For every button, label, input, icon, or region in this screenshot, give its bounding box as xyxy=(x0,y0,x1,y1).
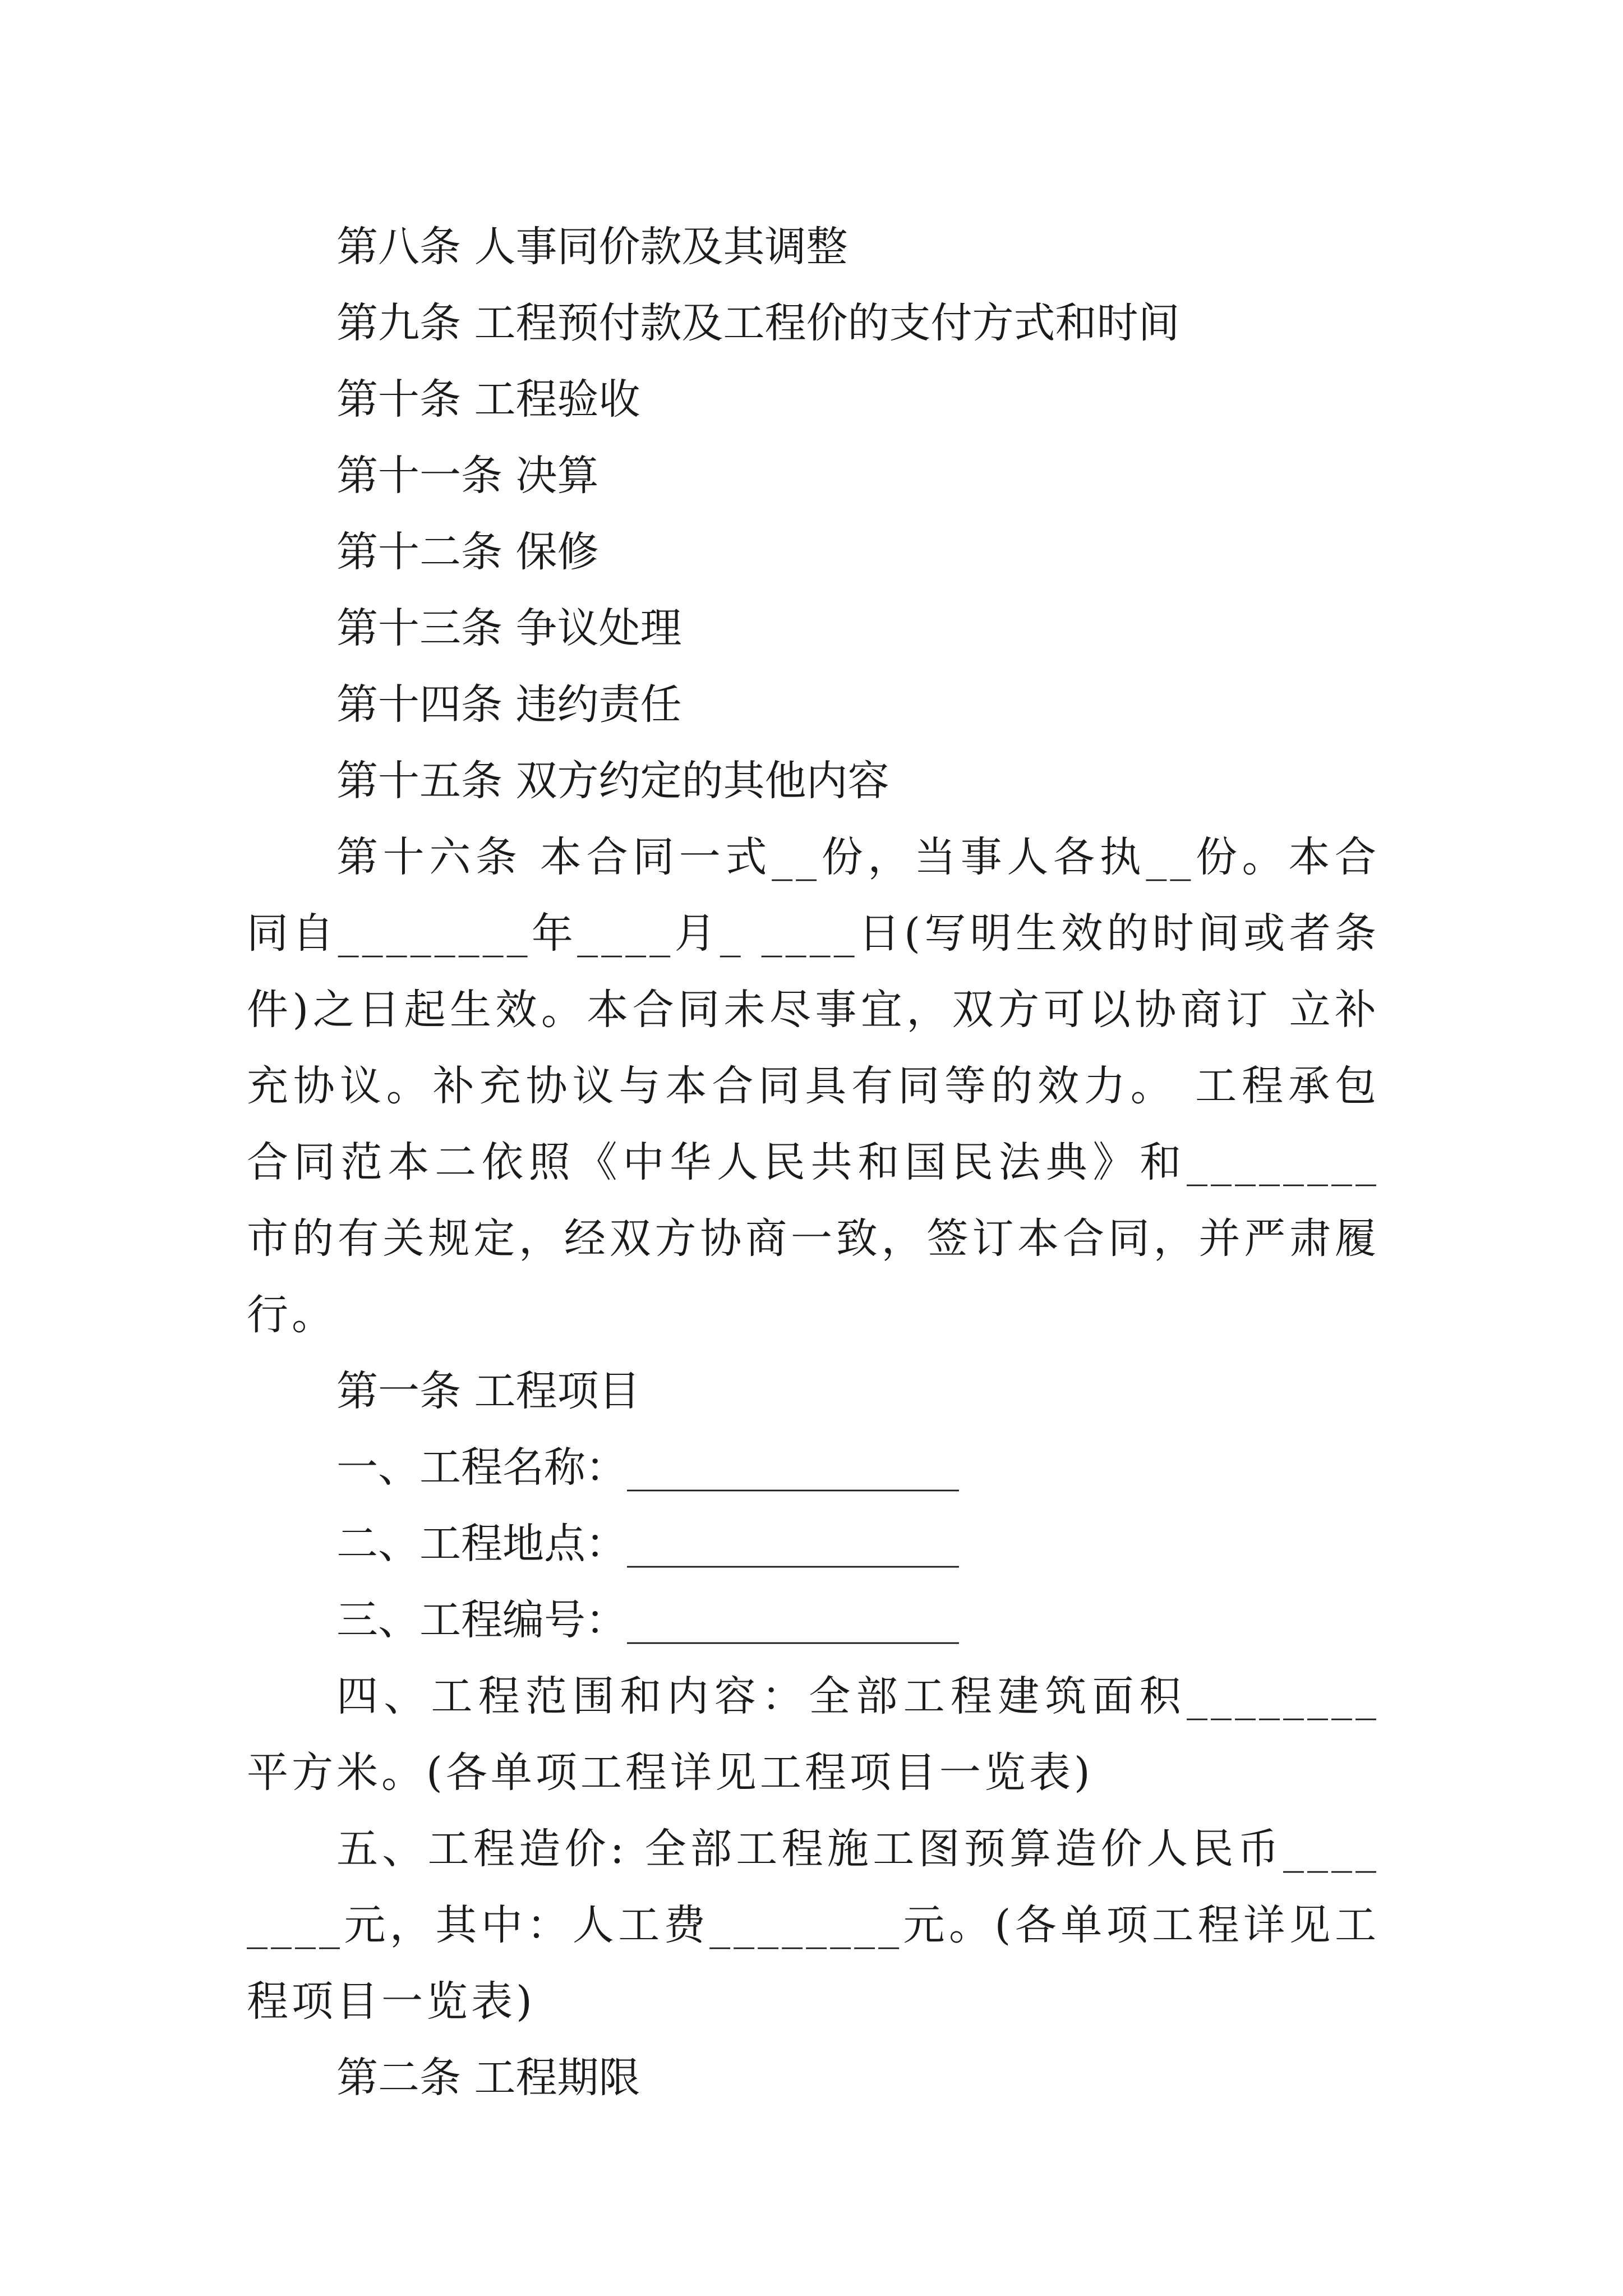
article-13-heading: 第十三条 争议处理 xyxy=(336,604,682,652)
project-number-line: 三、工程编号：________________ xyxy=(336,1596,959,1644)
project-location-line: 二、工程地点：________________ xyxy=(336,1520,959,1568)
article-10-heading: 第十条 工程验收 xyxy=(336,375,640,424)
article-16-paragraph: 第十六条 本合同一式__份，当事人各执__份。本合同自________年____月_ ____日(写明生效的时间或者条件)之日起生效。本合同未尽事宜，双方可以协商订 立补充协议。补充协议与本合同具有同等的效力。 工程承包合同范本二依照《中华人民共和国民法典》和________市的有关规定，经双方协商一致，签订本合同，并严肃履行。 xyxy=(247,833,1380,1339)
article-11-heading: 第十一条 决算 xyxy=(336,452,599,500)
article-14-heading: 第十四条 违约责任 xyxy=(336,680,682,729)
project-cost-paragraph: 五、工程造价: 全部工程施工图预算造价人民币________元，其中：人工费________元。(各单项工程详见工程项目一览表) xyxy=(247,1825,1380,2026)
project-name-line: 一、工程名称：________________ xyxy=(336,1443,959,1492)
document-body xyxy=(247,209,1380,2116)
project-scope-paragraph: 四、工程范围和内容：全部工程建筑面积________平方米。(各单项工程详见工程项目一览表) xyxy=(247,1672,1380,1797)
article-8-heading: 第八条 人事同价款及其调整 xyxy=(336,223,848,271)
article-12-heading: 第十二条 保修 xyxy=(336,528,599,576)
article-2-heading: 第二条 工程期限 xyxy=(336,2054,640,2102)
article-1-heading: 第一条 工程项目 xyxy=(336,1367,640,1415)
article-15-heading: 第十五条 双方约定的其他内容 xyxy=(336,757,889,805)
article-9-heading: 第九条 工程预付款及工程价的支付方式和时间 xyxy=(336,299,1180,347)
